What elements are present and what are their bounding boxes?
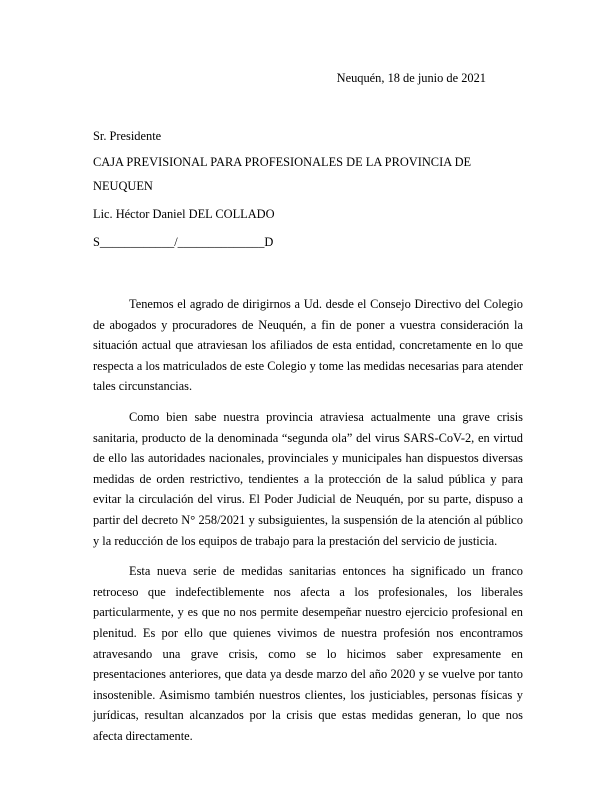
letter-body	[93, 294, 523, 756]
recipient-person: Lic. Héctor Daniel DEL COLLADO	[93, 207, 275, 221]
date-line: Neuquén, 18 de junio de 2021	[336, 71, 486, 85]
recipient-institution-line1: CAJA PREVISIONAL PARA PROFESIONALES DE LA PROVINCIA DE	[93, 155, 472, 169]
paragraph-impact: Esta nueva serie de medidas sanitarias entonces ha significado un franco retroceso que indefectiblemente nos afecta a los profesionales, los liberales particularmente, y es que no nos permite desempeñar nuestro ejercicio profesional en plenitud. Es por ello que quienes vivimos de nuestra profesión nos encontramos atravesando una grave crisis, como se lo hicimos saber expresamente en presentaciones anteriores, que data ya desde marzo del año 2020 y se vuelve por tanto insostenible. Asimismo también nuestros clientes, los justiciables, personas físicas y jurídicas, resultan alcanzados por la crisis que estas medidas generan, lo que nos afecta directamente.	[93, 564, 523, 743]
recipient-sd-line: S____________/______________D	[93, 235, 274, 249]
recipient-salutation: Sr. Presidente	[93, 129, 162, 143]
paragraph-sanitary-crisis: Como bien sabe nuestra provincia atraviesa actualmente una grave crisis sanitaria, producto de la denominada “segunda ola” del virus SARS-CoV-2, en virtud de ello las autoridades nacionales, provinciales y municipales han dispuestos diversas medidas de orden restrictivo, tendientes a la protección de la salud pública y para evitar la circulación del virus. El Poder Judicial de Neuquén, por su parte, dispuso a partir del decreto N° 258/2021 y subsiguientes, la suspensión de la atención al público y la reducción de los equipos de trabajo para la prestación del servicio de justicia.	[93, 409, 523, 548]
paragraph-intro: Tenemos el agrado de dirigirnos a Ud. desde el Consejo Directivo del Colegio de abogados y procuradores de Neuquén, a fin de poner a vuestra consideración la situación actual que atraviesan los afiliados de esta entidad, concretamente en lo que respecta a los matriculados de este Colegio y tome las medidas necesarias para atender tales circunstancias.	[93, 297, 523, 394]
recipient-institution-line2: NEUQUEN	[93, 179, 153, 193]
